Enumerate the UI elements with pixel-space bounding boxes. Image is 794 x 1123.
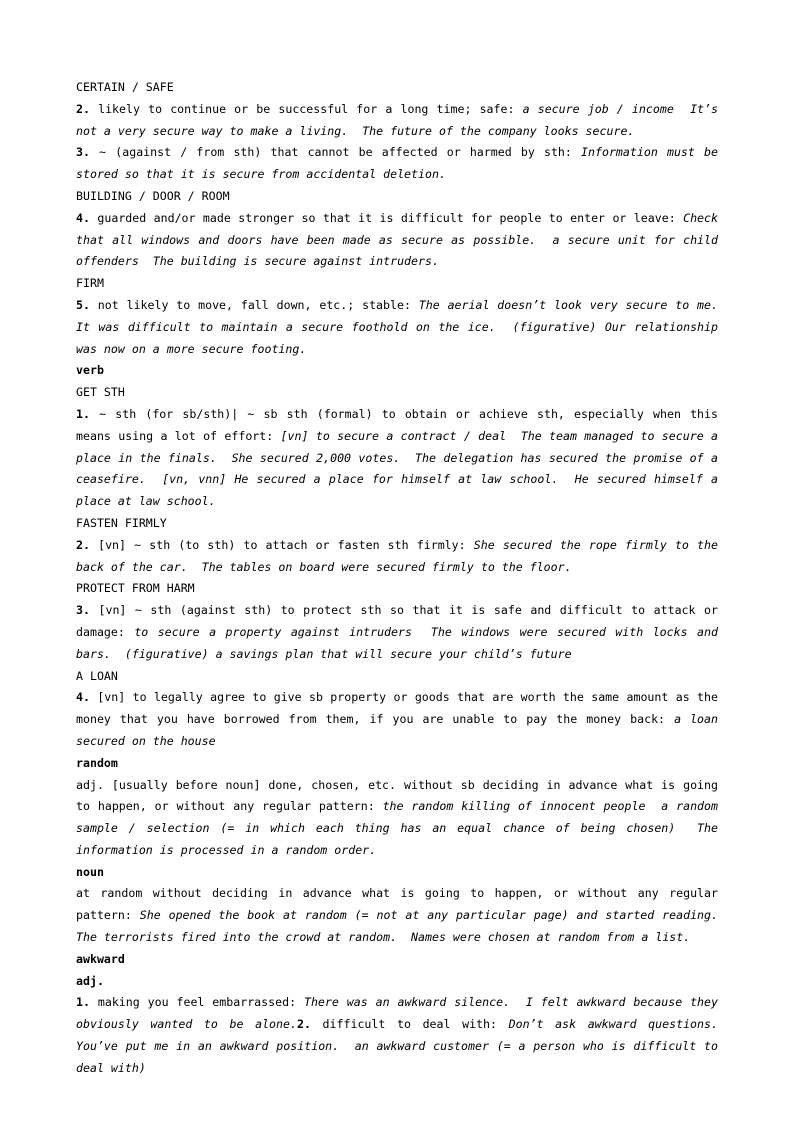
sense-entry — [76, 775, 725, 862]
sense-definition: ~ sth (for sb/sth)| ~ sb sth (formal) to obtain or achieve sth, especially when this means using a lot of effort: — [76, 406, 725, 443]
sense-definition: difficult to deal with: — [310, 1017, 509, 1032]
sense-definition: not likely to move, fall down, etc.; stable: — [89, 297, 419, 312]
sense-definition: [vn] to legally agree to give sb property or goods that are worth the same amount as the money that you have borrowed from them, if you are unable to pay the money back: — [76, 690, 725, 727]
sense-number: 4. — [76, 690, 90, 705]
headword: noun — [76, 864, 104, 879]
sense-definition: likely to continue or be successful for a long time; safe: — [89, 101, 523, 116]
section-label: PROTECT FROM HARM — [76, 581, 195, 596]
sense-example: Check that all windows and doors have been made as secure as possible. a secure unit for child offenders The building is secure against intruders. — [76, 210, 725, 269]
sense-entry — [76, 404, 725, 513]
sense-entry — [76, 992, 732, 1079]
sense-entry — [76, 142, 725, 186]
section-label: FASTEN FIRMLY — [76, 515, 167, 530]
sense-definition: [vn] ~ sth (against sth) to protect sth so that it is safe and difficult to attack or damage: — [76, 603, 725, 639]
section-label: GET STH — [76, 385, 125, 400]
sense-definition: at random without deciding in advance what is going to happen, or without any regular pattern: — [76, 886, 725, 923]
sense-example: The aerial doesn’t look very secure to me. It was difficult to maintain a secure foothold on the ice. (figurative) Our relationship was now on a more secure footing. — [76, 297, 732, 356]
sense-definition: adj. [usually before noun] done, chosen, etc. without sb deciding in advance what is going to happen, or without any regular pattern: — [76, 777, 725, 814]
sense-entry — [76, 883, 732, 948]
sense-example: Information must be stored so that it is secure from accidental deletion. — [76, 145, 725, 182]
section-label: FIRM — [76, 276, 104, 291]
section-label: BUILDING / DOOR / ROOM — [76, 188, 230, 203]
headword: random — [76, 755, 118, 770]
sense-definition: guarded and/or made stronger so that it is difficult for people to enter or leave: — [89, 210, 684, 225]
sense-definition: ~ (against / from sth) that cannot be affected or harmed by sth: — [89, 145, 582, 160]
sense-entry — [76, 535, 725, 579]
sense-definition: making you feel embarrassed: — [89, 995, 304, 1010]
headword: verb — [76, 363, 104, 378]
sense-example: Don’t ask awkward questions. You’ve put me in an awkward position. an awkward customer (= a person who is difficult to deal with) — [76, 1017, 732, 1075]
sense-example: She secured the rope firmly to the back of the car. The tables on board were secured firmly to the floor. — [76, 537, 725, 574]
headword: awkward — [76, 951, 125, 966]
sense-entry — [76, 687, 725, 752]
sense-example: There was an awkward silence. I felt awkward because they obviously wanted to be alone. — [76, 995, 725, 1032]
sense-example: [vn] to secure a contract / deal The team managed to secure a place in the finals. She secured 2,000 votes. The delegation has secured the promise of a ceasefire. [vn, vnn] He secured a place for himself at law school. He secured himself a place at law school. — [76, 428, 725, 509]
sense-number: 2. — [76, 537, 90, 552]
sense-number: 1. — [76, 406, 90, 421]
sense-entry — [76, 295, 732, 360]
sense-entry — [76, 208, 725, 273]
section-label: A LOAN — [76, 668, 118, 683]
sense-example: She opened the book at random (= not at any particular page) and started reading. The terrorists fired into the crowd at random. Names were chosen at random from a list. — [76, 908, 732, 945]
sense-number: 3. — [76, 603, 90, 618]
section-label: CERTAIN / SAFE — [76, 80, 174, 94]
sense-number: 2. — [76, 101, 90, 116]
sense-entry — [76, 99, 725, 143]
sense-example: a loan secured on the house — [76, 712, 725, 748]
sense-number: 2. — [296, 1017, 311, 1032]
sense-example: the random killing of innocent people a random sample / selection (= in which each thing has an equal chance of being chosen) The information is processed in a random order. — [76, 799, 725, 857]
sense-number: 5. — [76, 297, 90, 312]
headword: adj. — [76, 973, 104, 988]
sense-number: 1. — [76, 995, 90, 1010]
sense-example: a secure job / income It’s not a very secure way to make a living. The future of the company looks secure. — [76, 101, 725, 138]
sense-number: 4. — [76, 210, 90, 225]
sense-entry — [76, 600, 725, 665]
sense-example: to secure a property against intruders The windows were secured with locks and bars. (figurative) a savings plan that will secure your child’s future — [76, 624, 725, 661]
sense-number: 3. — [76, 145, 90, 160]
sense-definition: [vn] ~ sth (to sth) to attach or fasten sth firmly: — [89, 537, 474, 552]
